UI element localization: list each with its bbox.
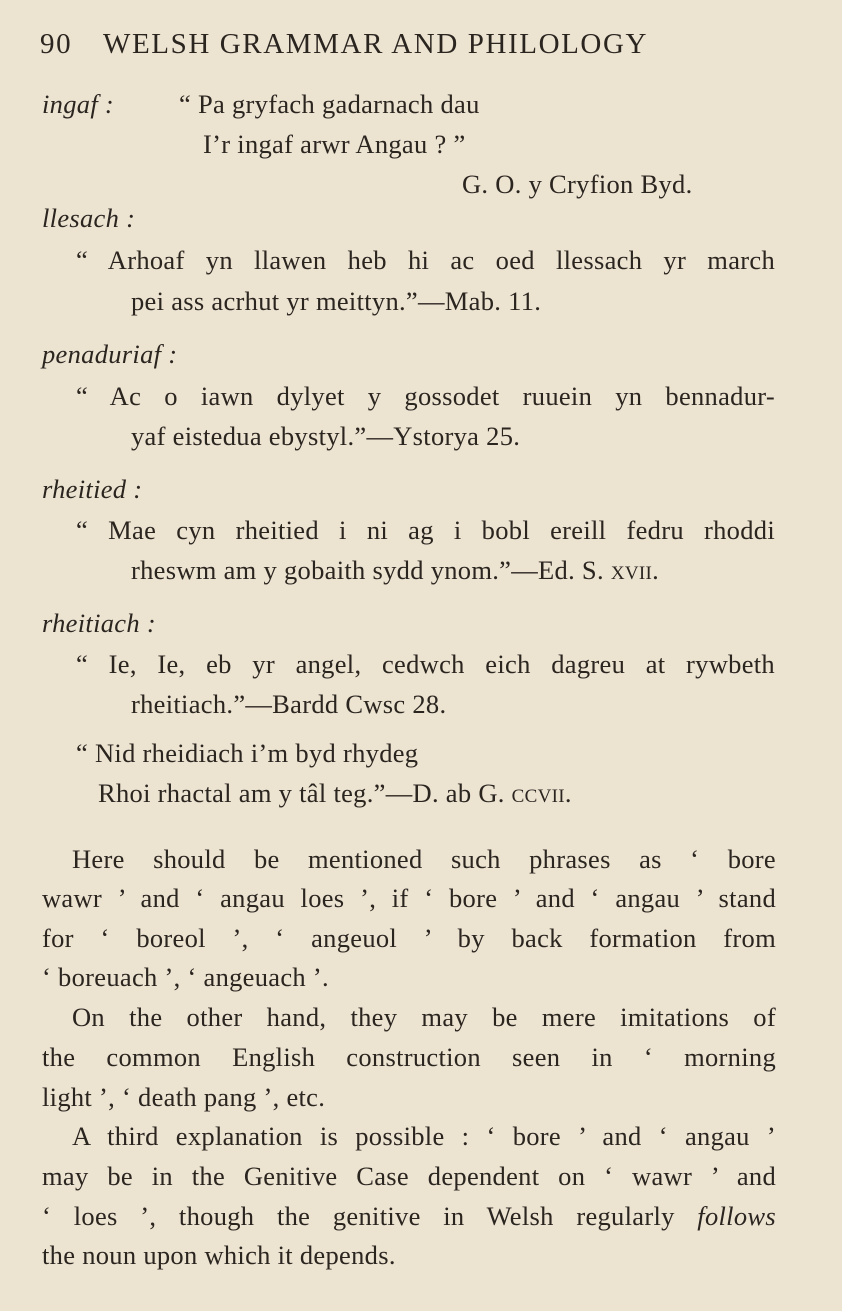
headword-rheitiach: rheitiach : (42, 608, 156, 638)
headword-penaduriaf: penaduriaf : (42, 339, 178, 369)
paragraph-line: A third explanation is possible : ‘ bore ’ and ‘ angau ’ (72, 1121, 776, 1151)
paragraph-line: may be in the Genitive Case dependent on ‘ wawr ’ and (42, 1161, 776, 1191)
quote-source: G. O. y Cryfion Byd. (462, 169, 693, 199)
paragraph-line: ‘ boreuach ’, ‘ angeuach ’. (42, 962, 329, 992)
quote-line: pei ass acrhut yr meittyn.”—Mab. 11. (131, 286, 542, 316)
quote-line: rheswm am y gobaith sydd ynom.”—Ed. S. xvii. (131, 555, 660, 585)
quote-line: rheitiach.”—Bardd Cwsc 28. (131, 689, 447, 719)
paragraph-line: Here should be mentioned such phrases as ‘ bore (72, 844, 776, 874)
paragraph-line: light ’, ‘ death pang ’, etc. (42, 1082, 326, 1112)
quote-line: “ Ac o iawn dylyet y gossodet ruuein yn bennadur- (76, 381, 775, 411)
quote-line: yaf eistedua ebystyl.”—Ystorya 25. (131, 421, 521, 451)
quote-line: “ Pa gryfach gadarnach dau (179, 89, 480, 119)
paragraph-line: On the other hand, they may be mere imitations of (72, 1002, 776, 1032)
quote-line: “ Arhoaf yn llawen heb hi ac oed llessach yr march (76, 245, 775, 275)
paragraph-line: for ‘ boreol ’, ‘ angeuol ’ by back formation from (42, 923, 776, 953)
quote-line: “ Ie, Ie, eb yr angel, cedwch eich dagreu at rywbeth (76, 649, 775, 679)
paragraph-line: the common English construction seen in ‘ morning (42, 1042, 776, 1072)
quote-line: “ Nid rheidiach i’m byd rhydeg (76, 738, 419, 768)
quote-line: “ Mae cyn rheitied i ni ag i bobl ereill fedru rhoddi (76, 515, 775, 545)
headword-ingaf: ingaf : (42, 89, 115, 119)
paragraph-line: ‘ loes ’, though the genitive in Welsh regularly follows (42, 1201, 776, 1231)
headword-llesach: llesach : (42, 203, 136, 233)
paragraph-line: wawr ’ and ‘ angau loes ’, if ‘ bore ’ and ‘ angau ’ stand (42, 883, 776, 913)
quote-line: I’r ingaf arwr Angau ? ” (203, 129, 466, 159)
paragraph-line: the noun upon which it depends. (42, 1240, 396, 1270)
running-title: WELSH GRAMMAR AND PHILOLOGY (103, 28, 649, 60)
quote-line: Rhoi rhactal am y tâl teg.”—D. ab G. ccvii. (98, 778, 572, 808)
headword-rheitied: rheitied : (42, 474, 143, 504)
page-number: 90 (40, 28, 73, 60)
